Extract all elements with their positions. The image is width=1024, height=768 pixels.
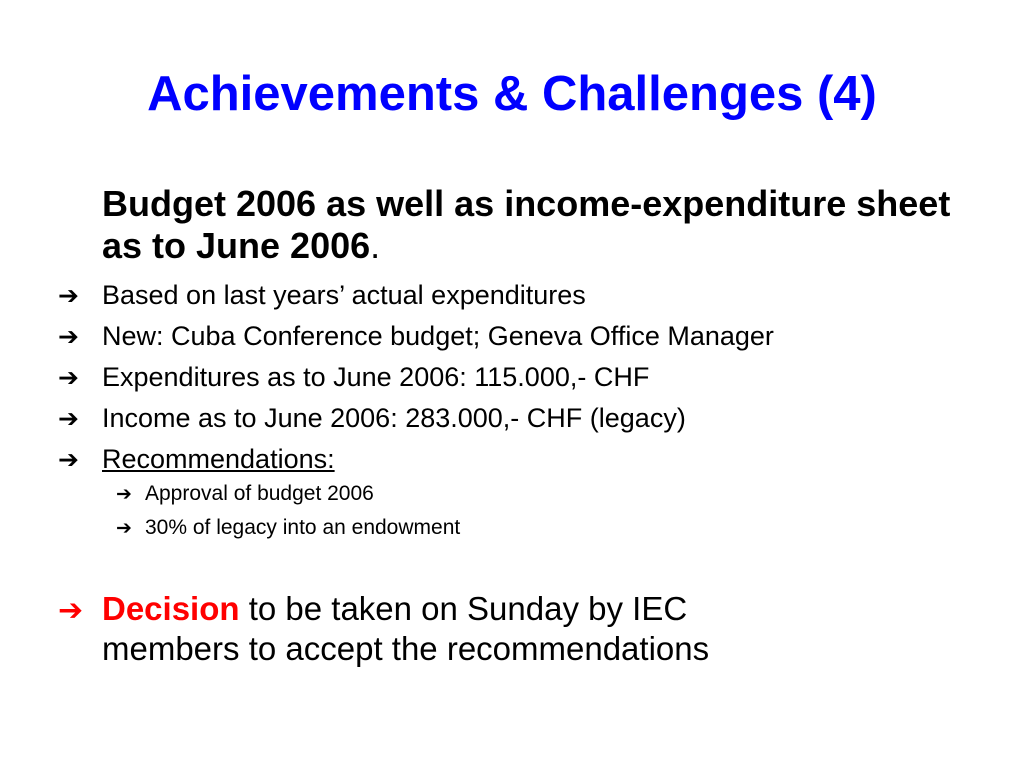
bullet-item (58, 320, 774, 353)
arrow-right-icon: ➔ (58, 446, 79, 474)
arrow-right-icon: ➔ (58, 323, 79, 351)
bullet-item (58, 279, 586, 312)
bullet-item (58, 402, 686, 435)
decision-statement (58, 590, 958, 668)
arrow-right-icon: ➔ (116, 484, 132, 505)
arrow-right-icon: ➔ (58, 405, 79, 433)
bullet-text: Expenditures as to June 2006: 115.000,- CHF (102, 362, 650, 392)
arrow-right-icon: ➔ (58, 282, 79, 310)
sub-bullet-text: 30% of legacy into an endowment (145, 516, 461, 539)
arrow-right-icon: ➔ (116, 518, 132, 539)
bullet-item (58, 443, 335, 476)
intro-heading (102, 183, 982, 267)
intro-text: Budget 2006 as well as income-expenditure sheet as to June 2006 (102, 183, 951, 266)
sub-bullet-item (116, 515, 460, 542)
sub-bullet-item (116, 481, 374, 508)
bullet-text: Based on last years’ actual expenditures (102, 280, 586, 310)
bullet-text: Income as to June 2006: 283.000,- CHF (legacy) (102, 403, 686, 433)
arrow-right-icon: ➔ (58, 364, 79, 392)
sub-bullet-text: Approval of budget 2006 (145, 482, 374, 505)
bullet-item (58, 361, 649, 394)
decision-highlight: Decision (102, 590, 240, 627)
decision-line-2: members to accept the recommendations (102, 630, 710, 667)
bullet-text: New: Cuba Conference budget; Geneva Office Manager (102, 321, 774, 351)
decision-line-1 (58, 590, 958, 630)
arrow-right-icon: ➔ (58, 594, 84, 627)
recommendations-heading: Recommendations: (102, 444, 335, 474)
slide-title: Achievements & Challenges (4) (147, 67, 877, 121)
intro-period: . (370, 225, 381, 266)
decision-text: to be taken on Sunday by IEC (239, 590, 688, 627)
